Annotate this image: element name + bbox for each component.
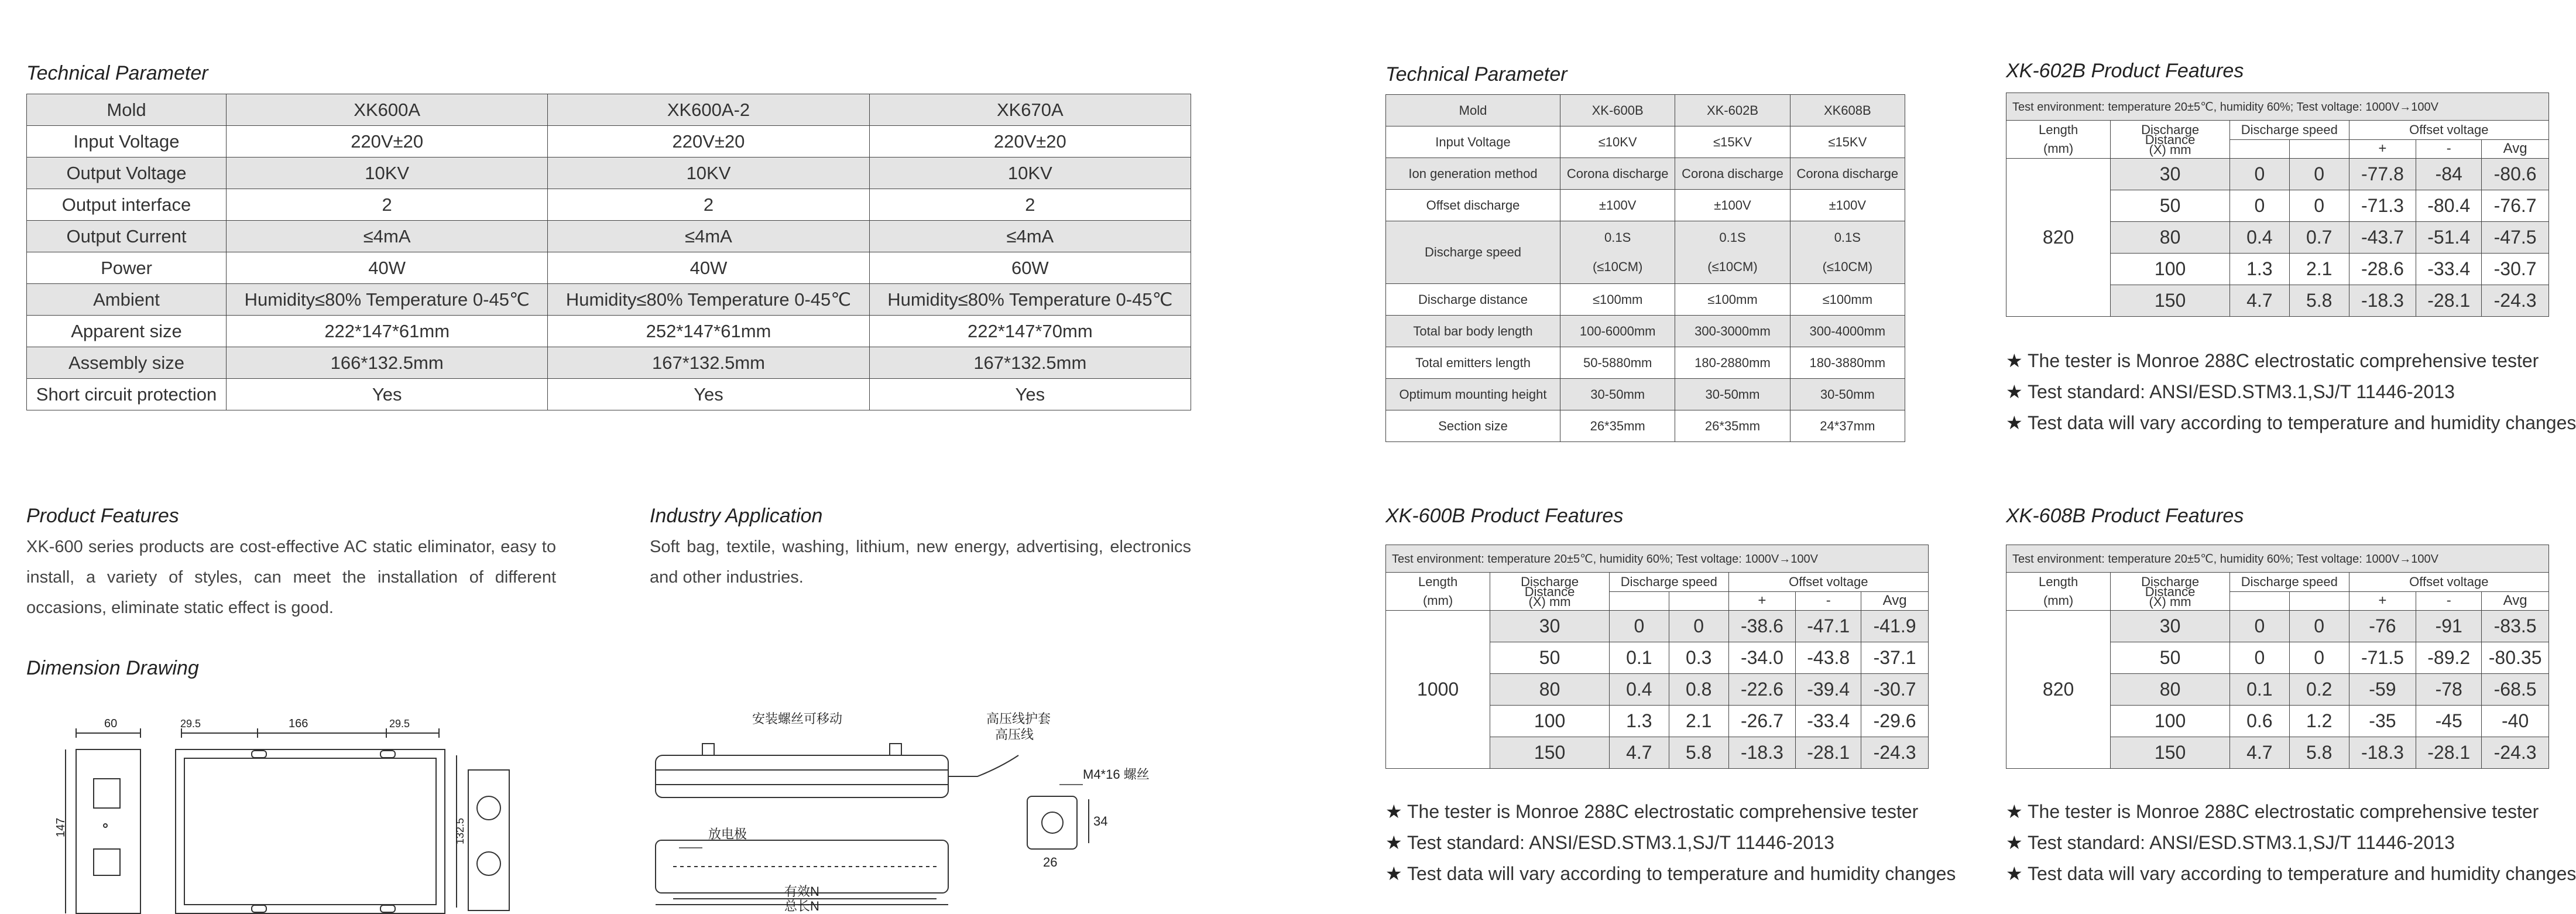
offset-minus: - [2416, 591, 2482, 611]
table-row [1386, 410, 1905, 442]
table-cell: -91 [2416, 611, 2482, 642]
label-section-width: 26 [1043, 855, 1058, 870]
table-cell: -43.8 [1796, 642, 1861, 674]
speed-header: Discharge speed [2229, 121, 2349, 140]
table-cell: ±100V [1560, 190, 1675, 221]
table-cell: ±100V [1790, 190, 1905, 221]
table-cell: 30-50mm [1675, 379, 1790, 410]
table-cell: -41.9 [1861, 611, 1929, 642]
table-cell: 0.3 [1669, 642, 1728, 674]
table-cell: 166*132.5mm [227, 347, 548, 379]
table-cell: 0.1 [2229, 674, 2289, 706]
note-line: ★ The tester is Monroe 288C electrostatic comprehensive tester [2006, 345, 2576, 376]
table-cell: 2 [227, 189, 548, 221]
table-row [1386, 316, 1905, 347]
offset-plus: + [1728, 591, 1796, 611]
dim-right-offset: 29.5 [389, 718, 410, 730]
table-cell: Assembly size [27, 347, 227, 379]
table-cell: 0 [2289, 159, 2349, 190]
table-cell: 0.1S (≤10CM) [1675, 221, 1790, 284]
dim-hole-spacing: 166 [289, 717, 308, 730]
length-value: 820 [2006, 159, 2111, 317]
table-cell: -28.1 [2416, 737, 2482, 769]
length-header: Length (mm) [1386, 573, 1490, 611]
table-cell: ≤4mA [869, 221, 1191, 252]
speed-sub-1 [2229, 139, 2289, 159]
table-cell: 150 [2111, 737, 2230, 769]
bar-dimension-drawing [650, 708, 1188, 914]
header-row [1386, 573, 1929, 592]
table-cell: Total bar body length [1386, 316, 1560, 347]
xk602b-notes [2006, 345, 2576, 439]
header-cell: Mold [27, 94, 227, 126]
header-cell: XK608B [1790, 95, 1905, 126]
length-header: Length (mm) [2006, 121, 2111, 159]
length-header: Length (mm) [2006, 573, 2111, 611]
table-cell: 10KV [869, 158, 1191, 189]
table-cell: 0 [2229, 642, 2289, 674]
table-cell: 0.1S (≤10CM) [1790, 221, 1905, 284]
table-cell: Yes [869, 379, 1191, 410]
length-value: 1000 [1386, 611, 1490, 769]
table-row [1386, 221, 1905, 284]
table-cell: 222*147*70mm [869, 316, 1191, 347]
table-cell: 4.7 [1609, 737, 1669, 769]
label-movable-screw: 安装螺丝可移动 [752, 711, 843, 726]
note-line: ★ Test data will vary according to temperature and humidity changes [2006, 858, 2576, 889]
table-cell: 0 [2229, 190, 2289, 222]
table-cell: -68.5 [2482, 674, 2549, 706]
table-cell: Offset discharge [1386, 190, 1560, 221]
table-row [27, 252, 1191, 284]
label-discharge-electrode: 放电极 [708, 827, 747, 841]
mid-tech-header-row [1386, 95, 1905, 126]
table-cell: 100 [1490, 706, 1610, 737]
table-cell: 2 [548, 189, 869, 221]
table-cell: Discharge speed [1386, 221, 1560, 284]
offset-avg: Avg [1861, 591, 1929, 611]
table-cell: 40W [548, 252, 869, 284]
table-cell: -28.1 [2416, 285, 2482, 317]
table-cell: 30 [2111, 159, 2230, 190]
table-cell: 0 [2229, 611, 2289, 642]
table-row [1386, 347, 1905, 379]
table-cell: Humidity≤80% Temperature 0-45℃ [548, 284, 869, 316]
table-cell: 30-50mm [1790, 379, 1905, 410]
table-cell: -76 [2349, 611, 2416, 642]
table-cell: 167*132.5mm [869, 347, 1191, 379]
offset-plus: + [2349, 591, 2416, 611]
speed-sub-2 [1669, 591, 1728, 611]
table-cell: 1.2 [2289, 706, 2349, 737]
table-cell: -83.5 [2482, 611, 2549, 642]
xk600b-title: XK-600B Product Features [1385, 505, 1624, 527]
xk608b-title: XK-608B Product Features [2006, 505, 2244, 527]
table-cell: -40 [2482, 706, 2549, 737]
table-cell: -35 [2349, 706, 2416, 737]
table-cell: 50 [1490, 642, 1610, 674]
mid-tech-title: Technical Parameter [1385, 63, 1567, 85]
table-cell: -89.2 [2416, 642, 2482, 674]
xk602b-title: XK-602B Product Features [2006, 60, 2244, 82]
table-row [1386, 190, 1905, 221]
table-cell: -33.4 [2416, 254, 2482, 285]
table-cell: Yes [227, 379, 548, 410]
table-cell: 100 [2111, 706, 2230, 737]
offset-header: Offset voltage [2349, 573, 2548, 592]
offset-plus: + [2349, 139, 2416, 159]
table-cell: 4.7 [2229, 737, 2289, 769]
table-cell: 26*35mm [1675, 410, 1790, 442]
env-row [2006, 93, 2549, 121]
table-cell: -51.4 [2416, 222, 2482, 254]
table-cell: Ion generation method [1386, 158, 1560, 190]
xk608b-notes [2006, 796, 2576, 889]
product-features-text: XK-600 series products are cost-effective AC static eliminator, easy to install, a variety of styles, can meet the installation of different occasions, eliminate static effect is good. [26, 538, 556, 617]
header-cell: XK-602B [1675, 95, 1790, 126]
table-cell: Yes [548, 379, 869, 410]
table-row [27, 284, 1191, 316]
table-cell: -34.0 [1728, 642, 1796, 674]
env-row [2006, 545, 2549, 573]
table-row [27, 316, 1191, 347]
table-cell: ≤100mm [1675, 284, 1790, 316]
left-tech-title: Technical Parameter [26, 62, 208, 84]
table-cell: 2.1 [2289, 254, 2349, 285]
speed-header: Discharge speed [2229, 573, 2349, 592]
label-section-height: 34 [1093, 814, 1108, 829]
table-cell: 300-3000mm [1675, 316, 1790, 347]
xk600b-notes [1385, 796, 1956, 889]
table-cell: 150 [1490, 737, 1610, 769]
table-cell: 0 [2289, 611, 2349, 642]
table-cell: -59 [2349, 674, 2416, 706]
table-cell: 220V±20 [869, 126, 1191, 158]
table-row [2006, 159, 2549, 190]
offset-minus: - [2416, 139, 2482, 159]
note-line: ★ The tester is Monroe 288C electrostatic comprehensive tester [1385, 796, 1956, 827]
table-cell: -43.7 [2349, 222, 2416, 254]
xk602b-table [2006, 93, 2549, 317]
label-effective-length: 有效N [784, 884, 819, 899]
table-cell: -28.1 [1796, 737, 1861, 769]
distance-header: Discharge Distance (X) mm [2111, 121, 2230, 159]
table-cell: -71.3 [2349, 190, 2416, 222]
note-line: ★ Test data will vary according to temperature and humidity changes [2006, 408, 2576, 439]
table-cell: -26.7 [1728, 706, 1796, 737]
dimension-drawing-title: Dimension Drawing [26, 657, 199, 679]
table-row [27, 189, 1191, 221]
left-tech-header-row [27, 94, 1191, 126]
table-cell: -76.7 [2482, 190, 2549, 222]
table-row [27, 126, 1191, 158]
table-cell: -28.6 [2349, 254, 2416, 285]
table-row [2006, 611, 2549, 642]
table-cell: 220V±20 [548, 126, 869, 158]
test-environment: Test environment: temperature 20±5℃, humidity 60%; Test voltage: 1000V→100V [2006, 545, 2549, 573]
table-cell: Discharge distance [1386, 284, 1560, 316]
controller-dimension-drawing [54, 714, 515, 914]
label-hv-cable: 高压线 [995, 727, 1034, 742]
table-cell: 0 [2289, 642, 2349, 674]
product-features-title: Product Features [26, 505, 179, 527]
xk600b-table [1385, 545, 1929, 769]
dim-mount-height: 132.5 [454, 817, 466, 844]
header-cell: XK600A-2 [548, 94, 869, 126]
table-cell: 10KV [548, 158, 869, 189]
table-cell: Input Voltage [1386, 126, 1560, 158]
table-cell: 50 [2111, 642, 2230, 674]
table-cell: -80.4 [2416, 190, 2482, 222]
table-cell: -24.3 [2482, 737, 2549, 769]
table-cell: 26*35mm [1560, 410, 1675, 442]
table-cell: -29.6 [1861, 706, 1929, 737]
table-cell: 0.8 [1669, 674, 1728, 706]
offset-header: Offset voltage [2349, 121, 2548, 140]
table-cell: -77.8 [2349, 159, 2416, 190]
table-cell: 100 [2111, 254, 2230, 285]
table-cell: Humidity≤80% Temperature 0-45℃ [869, 284, 1191, 316]
table-cell: 50 [2111, 190, 2230, 222]
length-value: 820 [2006, 611, 2111, 769]
table-cell: 180-3880mm [1790, 347, 1905, 379]
table-row [27, 158, 1191, 189]
header-row [2006, 121, 2549, 140]
table-cell: 100-6000mm [1560, 316, 1675, 347]
table-cell: Section size [1386, 410, 1560, 442]
table-cell: -80.35 [2482, 642, 2549, 674]
table-cell: 80 [1490, 674, 1610, 706]
table-cell: 0.4 [2229, 222, 2289, 254]
industry-application-title: Industry Application [650, 505, 823, 527]
table-cell: 180-2880mm [1675, 347, 1790, 379]
table-cell: ≤4mA [548, 221, 869, 252]
xk608b-table [2006, 545, 2549, 769]
table-cell: -38.6 [1728, 611, 1796, 642]
table-cell: Short circuit protection [27, 379, 227, 410]
table-cell: 2 [869, 189, 1191, 221]
table-cell: 1.3 [2229, 254, 2289, 285]
table-cell: 0 [2229, 159, 2289, 190]
header-cell: XK600A [227, 94, 548, 126]
note-line: ★ Test standard: ANSI/ESD.STM3.1,SJ/T 11446-2013 [1385, 827, 1956, 858]
table-cell: 220V±20 [227, 126, 548, 158]
table-cell: -39.4 [1796, 674, 1861, 706]
table-cell: 5.8 [2289, 737, 2349, 769]
table-cell: ≤15KV [1790, 126, 1905, 158]
table-cell: -24.3 [2482, 285, 2549, 317]
table-row [1386, 284, 1905, 316]
table-cell: Optimum mounting height [1386, 379, 1560, 410]
table-row [1386, 379, 1905, 410]
speed-sub-2 [2289, 591, 2349, 611]
table-cell: 50-5880mm [1560, 347, 1675, 379]
table-cell: Corona discharge [1790, 158, 1905, 190]
table-cell: Output Current [27, 221, 227, 252]
table-cell: -37.1 [1861, 642, 1929, 674]
table-cell: 80 [2111, 222, 2230, 254]
table-cell: 252*147*61mm [548, 316, 869, 347]
table-cell: 0.1 [1609, 642, 1669, 674]
table-cell: -18.3 [2349, 737, 2416, 769]
dim-width: 60 [104, 717, 118, 730]
offset-header: Offset voltage [1728, 573, 1928, 592]
table-cell: ≤15KV [1675, 126, 1790, 158]
table-cell: 0 [2289, 190, 2349, 222]
table-row [1386, 611, 1929, 642]
table-cell: -24.3 [1861, 737, 1929, 769]
table-cell: Humidity≤80% Temperature 0-45℃ [227, 284, 548, 316]
table-cell: -30.7 [1861, 674, 1929, 706]
table-cell: -18.3 [1728, 737, 1796, 769]
table-cell: -84 [2416, 159, 2482, 190]
table-cell: 300-4000mm [1790, 316, 1905, 347]
table-cell: 1.3 [1609, 706, 1669, 737]
table-cell: 5.8 [2289, 285, 2349, 317]
header-cell: XK-600B [1560, 95, 1675, 126]
speed-header: Discharge speed [1609, 573, 1728, 592]
table-row [27, 379, 1191, 410]
table-cell: -80.6 [2482, 159, 2549, 190]
table-cell: 0.4 [1609, 674, 1669, 706]
table-cell: Ambient [27, 284, 227, 316]
test-environment: Test environment: temperature 20±5℃, humidity 60%; Test voltage: 1000V→100V [1386, 545, 1929, 573]
table-cell: 60W [869, 252, 1191, 284]
table-cell: -30.7 [2482, 254, 2549, 285]
distance-header: Discharge Distance (X) mm [2111, 573, 2230, 611]
note-line: ★ The tester is Monroe 288C electrostatic comprehensive tester [2006, 796, 2576, 827]
table-cell: 30-50mm [1560, 379, 1675, 410]
dim-height: 147 [54, 817, 67, 837]
label-total-length: 总长N [784, 899, 819, 913]
table-row [1386, 126, 1905, 158]
table-cell: -71.5 [2349, 642, 2416, 674]
env-row [1386, 545, 1929, 573]
table-cell: 0 [1669, 611, 1728, 642]
table-cell: Total emitters length [1386, 347, 1560, 379]
table-cell: 167*132.5mm [548, 347, 869, 379]
table-cell: 0.6 [2229, 706, 2289, 737]
table-cell: ≤10KV [1560, 126, 1675, 158]
table-cell: Output Voltage [27, 158, 227, 189]
table-cell: -22.6 [1728, 674, 1796, 706]
table-cell: Apparent size [27, 316, 227, 347]
label-m4-screw: M4*16 螺丝 [1083, 767, 1150, 782]
header-row [2006, 573, 2549, 592]
table-cell: ≤100mm [1560, 284, 1675, 316]
note-line: ★ Test standard: ANSI/ESD.STM3.1,SJ/T 11446-2013 [2006, 827, 2576, 858]
table-row [1386, 158, 1905, 190]
table-cell: Input Voltage [27, 126, 227, 158]
header-cell: XK670A [869, 94, 1191, 126]
offset-minus: - [1796, 591, 1861, 611]
table-cell: 0 [1609, 611, 1669, 642]
speed-sub-1 [1609, 591, 1669, 611]
offset-avg: Avg [2482, 139, 2549, 159]
table-cell: Output interface [27, 189, 227, 221]
table-cell: 30 [2111, 611, 2230, 642]
header-cell: Mold [1386, 95, 1560, 126]
table-cell: 80 [2111, 674, 2230, 706]
table-cell: 150 [2111, 285, 2230, 317]
table-cell: Power [27, 252, 227, 284]
note-line: ★ Test data will vary according to temperature and humidity changes [1385, 858, 1956, 889]
table-cell: -47.1 [1796, 611, 1861, 642]
table-cell: ≤100mm [1790, 284, 1905, 316]
distance-header: Discharge Distance (X) mm [1490, 573, 1610, 611]
speed-sub-2 [2289, 139, 2349, 159]
left-tech-table [26, 94, 1191, 410]
table-cell: 24*37mm [1790, 410, 1905, 442]
test-environment: Test environment: temperature 20±5℃, humidity 60%; Test voltage: 1000V→100V [2006, 93, 2549, 121]
table-cell: -45 [2416, 706, 2482, 737]
table-cell: 222*147*61mm [227, 316, 548, 347]
table-cell: Corona discharge [1560, 158, 1675, 190]
table-cell: -78 [2416, 674, 2482, 706]
table-cell: 0.1S (≤10CM) [1560, 221, 1675, 284]
industry-application-text: Soft bag, textile, washing, lithium, new energy, advertising, electronics and other industries. [650, 538, 1191, 587]
table-row [27, 347, 1191, 379]
table-cell: 40W [227, 252, 548, 284]
label-hv-sheath: 高压线护套 [986, 711, 1051, 726]
table-cell: Corona discharge [1675, 158, 1790, 190]
speed-sub-1 [2229, 591, 2289, 611]
table-cell: -18.3 [2349, 285, 2416, 317]
table-cell: 4.7 [2229, 285, 2289, 317]
table-cell: 30 [1490, 611, 1610, 642]
table-cell: 5.8 [1669, 737, 1728, 769]
table-cell: -47.5 [2482, 222, 2549, 254]
table-cell: 2.1 [1669, 706, 1728, 737]
table-cell: -33.4 [1796, 706, 1861, 737]
dim-left-offset: 29.5 [180, 718, 201, 730]
table-cell: 0.2 [2289, 674, 2349, 706]
table-cell: ±100V [1675, 190, 1790, 221]
table-cell: 0.7 [2289, 222, 2349, 254]
table-row [27, 221, 1191, 252]
mid-tech-table [1385, 94, 1905, 442]
table-cell: 10KV [227, 158, 548, 189]
offset-avg: Avg [2482, 591, 2549, 611]
table-cell: ≤4mA [227, 221, 548, 252]
note-line: ★ Test standard: ANSI/ESD.STM3.1,SJ/T 11446-2013 [2006, 376, 2576, 408]
